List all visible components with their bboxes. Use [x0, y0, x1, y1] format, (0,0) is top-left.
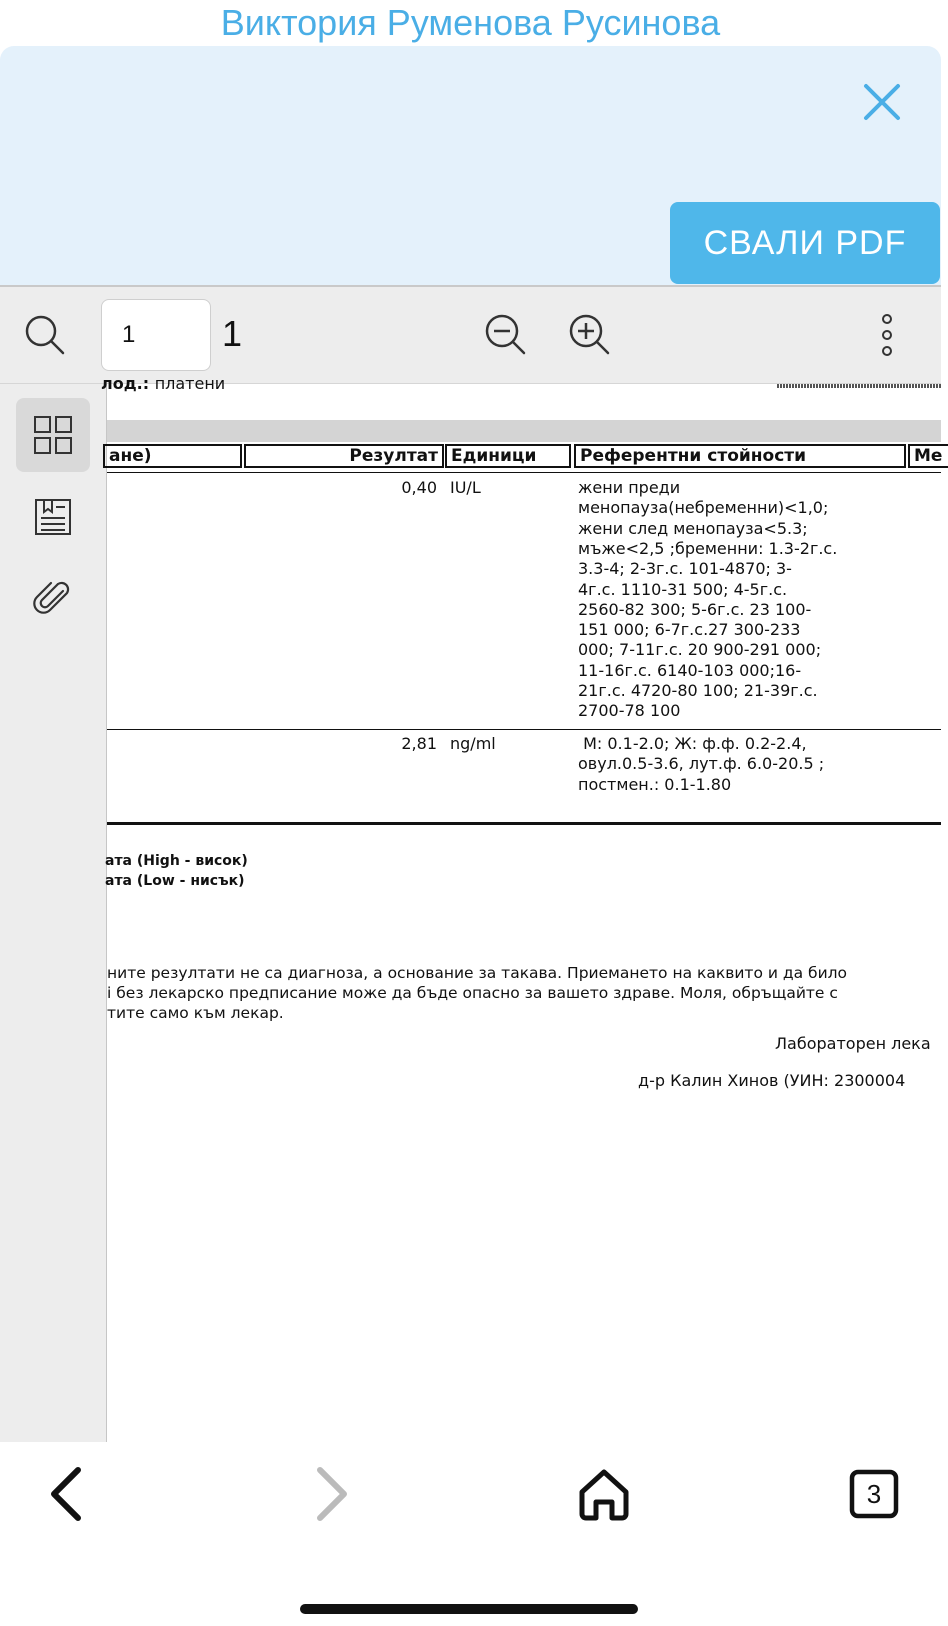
pdf-viewer: [0, 285, 941, 1444]
back-button[interactable]: [36, 1464, 96, 1524]
chevron-right-icon: [302, 1464, 362, 1524]
table-bottom-rule: [107, 822, 941, 825]
row-divider: [107, 472, 941, 473]
reference-line: мъже<2,5 ;бременни: 1.3-2г.с.: [578, 539, 838, 558]
reference-line: 000; 7-11г.с. 20 900-291 000;: [578, 640, 822, 659]
row-divider: [107, 729, 941, 730]
search-button[interactable]: [23, 313, 67, 357]
viewer-sidebar: [0, 384, 107, 1444]
browser-bottom-bar: [0, 1442, 941, 1626]
page-title: Виктория Руменова Русинова: [220, 2, 721, 43]
pdf-page: [101, 374, 943, 1444]
units-value: ng/ml: [450, 734, 496, 753]
header-result: Резултат: [244, 444, 444, 468]
outline-button[interactable]: [16, 480, 90, 554]
zoom-out-button[interactable]: [484, 313, 528, 357]
reference-line: 21г.с. 4720-80 100; 21-39г.с.: [578, 681, 818, 700]
reference-line: 2700-78 100: [578, 701, 681, 720]
disclaimer-line: тите само към лекар.: [107, 1004, 284, 1022]
reference-line: 151 000; 6-7г.с.27 300-233: [578, 620, 801, 639]
close-button[interactable]: [858, 78, 906, 126]
units-value: IU/L: [450, 478, 481, 497]
result-value: 0,40: [401, 478, 437, 497]
modal-header: [0, 46, 941, 286]
home-icon: [574, 1464, 634, 1524]
reference-line: овул.0.5-3.6, лут.ф. 6.0-20.5 ;: [578, 754, 825, 773]
reference-line: жени след менопауза<5.3;: [578, 519, 808, 538]
signature-name: д-р Калин Хинов (УИН: 2300004: [638, 1071, 906, 1090]
thumbnails-button[interactable]: [16, 398, 90, 472]
disclaimer-line: ните резултати не са диагноза, а основание за такава. Приемането на каквито и да било: [107, 964, 848, 982]
header-reference: Референтни стойности: [574, 444, 906, 468]
reference-line: М: 0.1-2.0; Ж: ф.ф. 0.2-2.4,: [578, 734, 807, 753]
payment-label: лод.: платени: [101, 374, 226, 393]
chevron-left-icon: [36, 1464, 96, 1524]
header-units: Единици: [445, 444, 571, 468]
zoom-in-button[interactable]: [568, 313, 612, 357]
reference-line: 11-16г.с. 6140-103 000;16-: [578, 661, 802, 680]
signature-title: Лабораторен лека: [775, 1034, 931, 1053]
table-band: [107, 420, 941, 442]
legend-high: ата (High - висок): [105, 853, 248, 869]
payment-value: платени: [154, 374, 226, 393]
attachments-button[interactable]: [16, 562, 90, 636]
disclaimer-line: і без лекарско предписание може да бъде опасно за вашето здраве. Моля, обръщайте с: [107, 984, 838, 1002]
reference-line: менопауза(небременни)<1,0;: [578, 498, 829, 517]
pdf-toolbar: [0, 287, 941, 384]
reference-line: 2560-82 300; 5-6г.с. 23 100-: [578, 600, 812, 619]
home-indicator: [300, 1604, 638, 1614]
reference-line: 4г.с. 1110-31 500; 4-5г.с.: [578, 580, 788, 599]
header-method: Ме: [908, 444, 948, 468]
zoom-out-icon: [484, 313, 528, 357]
result-value: 2,81: [401, 734, 437, 753]
reference-line: постмен.: 0.1-1.80: [578, 775, 732, 794]
reference-line: жени преди: [578, 478, 681, 497]
close-icon: [858, 78, 906, 126]
legend-low: ата (Low - нисък): [105, 873, 245, 889]
more-vertical-icon: [872, 311, 902, 359]
page-total: 1: [222, 313, 243, 354]
header-test-name: ане): [103, 444, 242, 468]
tabs-count: 3: [866, 1479, 882, 1509]
page-number-input[interactable]: [101, 299, 211, 371]
barcode: [777, 384, 941, 388]
more-options-button[interactable]: [872, 311, 902, 359]
zoom-in-icon: [568, 313, 612, 357]
grid-icon: [33, 415, 73, 455]
tabs-button[interactable]: [844, 1464, 904, 1524]
home-button[interactable]: [574, 1464, 634, 1524]
forward-button[interactable]: [302, 1464, 362, 1524]
paperclip-icon: [33, 579, 73, 619]
bookmark-document-icon: [33, 497, 73, 537]
download-pdf-button[interactable]: СВАЛИ PDF: [670, 202, 940, 284]
reference-line: 3.3-4; 2-3г.с. 101-4870; 3-: [578, 559, 792, 578]
search-icon: [23, 313, 67, 357]
